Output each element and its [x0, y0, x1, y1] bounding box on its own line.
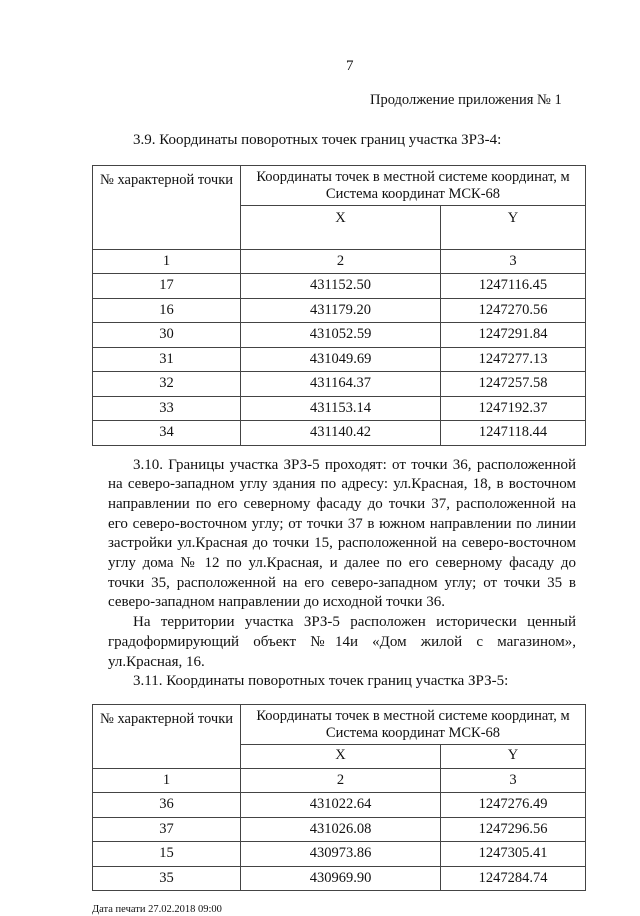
y-coordinate: 1247296.56 — [441, 817, 586, 842]
heritage-object-note: На территории участка ЗРЗ-5 расположен исторически ценный градоформирующий объект №14и «Дом жилой с магазином», ул.Красная, 16. — [108, 614, 576, 670]
x-coordinate: 431052.59 — [241, 323, 441, 348]
column-number: 2 — [241, 769, 441, 793]
point-number: 30 — [93, 323, 241, 348]
x-coordinate: 431049.69 — [241, 347, 441, 372]
coordinates-table-zrz5 — [92, 704, 586, 891]
section-3-10-text — [108, 456, 576, 673]
section-3-11-heading: 3.11. Координаты поворотных точек границ участка ЗРЗ-5: — [133, 673, 509, 690]
x-coordinate: 431153.14 — [241, 396, 441, 421]
point-number-header: № характерной точки — [93, 166, 241, 250]
y-coordinate: 1247257.58 — [441, 372, 586, 397]
point-number: 15 — [93, 842, 241, 867]
table-row — [93, 347, 586, 372]
y-header: Y — [441, 206, 586, 250]
x-coordinate: 430973.86 — [241, 842, 441, 867]
table-row — [93, 866, 586, 891]
y-coordinate: 1247276.49 — [441, 793, 586, 818]
y-coordinate: 1247291.84 — [441, 323, 586, 348]
coords-header — [241, 166, 586, 206]
x-coordinate: 431026.08 — [241, 817, 441, 842]
table-row — [93, 793, 586, 818]
coords-header-line1: Координаты точек в местной системе координат, м — [256, 707, 570, 724]
coords-header-line2: Система координат МСК-68 — [325, 724, 501, 741]
table-row — [93, 274, 586, 299]
column-number: 1 — [93, 250, 241, 274]
point-number: 16 — [93, 298, 241, 323]
page-number: 7 — [346, 58, 354, 74]
print-date: Дата печати 27.02.2018 09:00 — [92, 904, 222, 916]
x-header: X — [241, 206, 441, 250]
coords-header — [241, 705, 586, 745]
point-number-header: № характерной точки — [93, 705, 241, 769]
y-coordinate: 1247118.44 — [441, 421, 586, 446]
x-coordinate: 430969.90 — [241, 866, 441, 891]
appendix-continuation: Продолжение приложения № 1 — [370, 92, 562, 108]
table-row — [93, 298, 586, 323]
y-header: Y — [441, 745, 586, 769]
table-row — [93, 842, 586, 867]
table-row — [93, 817, 586, 842]
column-number: 2 — [241, 250, 441, 274]
point-number: 31 — [93, 347, 241, 372]
point-number: 33 — [93, 396, 241, 421]
coords-header-line1: Координаты точек в местной системе координат, м — [256, 168, 570, 185]
table-row — [93, 396, 586, 421]
x-coordinate: 431152.50 — [241, 274, 441, 299]
point-number: 34 — [93, 421, 241, 446]
point-number: 35 — [93, 866, 241, 891]
column-number: 3 — [441, 769, 586, 793]
x-coordinate: 431164.37 — [241, 372, 441, 397]
table-row — [93, 323, 586, 348]
column-number: 3 — [441, 250, 586, 274]
table-row — [93, 372, 586, 397]
x-coordinate: 431179.20 — [241, 298, 441, 323]
table-row — [93, 421, 586, 446]
boundary-description: 3.10. Границы участка ЗРЗ-5 проходят: от точки 36, расположенной на северо-западном углу здания по адресу: ул.Красная, 18, в восточном направлении по его северному фасаду до точки 37, расположенной на его северо-восточном углу; от точки 37 в южном направлении по линии застройки ул.Красная до точки 15, расположенной на северо-восточном углу дома № 12 по ул.Красная, и далее по его северному фасаду до точки 35, расположенной на его северо-западном углу; от точки 35 в северо-западном направлении до исходной точки 36. — [108, 456, 576, 611]
y-coordinate: 1247305.41 — [441, 842, 586, 867]
document-body — [92, 131, 586, 916]
x-coordinate: 431140.42 — [241, 421, 441, 446]
y-coordinate: 1247270.56 — [441, 298, 586, 323]
coordinates-table-zrz4 — [92, 165, 586, 446]
y-coordinate: 1247284.74 — [441, 866, 586, 891]
point-number: 36 — [93, 793, 241, 818]
x-header: X — [241, 745, 441, 769]
y-coordinate: 1247116.45 — [441, 274, 586, 299]
point-number: 17 — [93, 274, 241, 299]
coords-header-line2: Система координат МСК-68 — [325, 185, 501, 202]
x-coordinate: 431022.64 — [241, 793, 441, 818]
column-number: 1 — [93, 769, 241, 793]
point-number: 37 — [93, 817, 241, 842]
y-coordinate: 1247192.37 — [441, 396, 586, 421]
y-coordinate: 1247277.13 — [441, 347, 586, 372]
section-3-9-heading: 3.9. Координаты поворотных точек границ участка ЗРЗ-4: — [133, 132, 502, 148]
point-number: 32 — [93, 372, 241, 397]
